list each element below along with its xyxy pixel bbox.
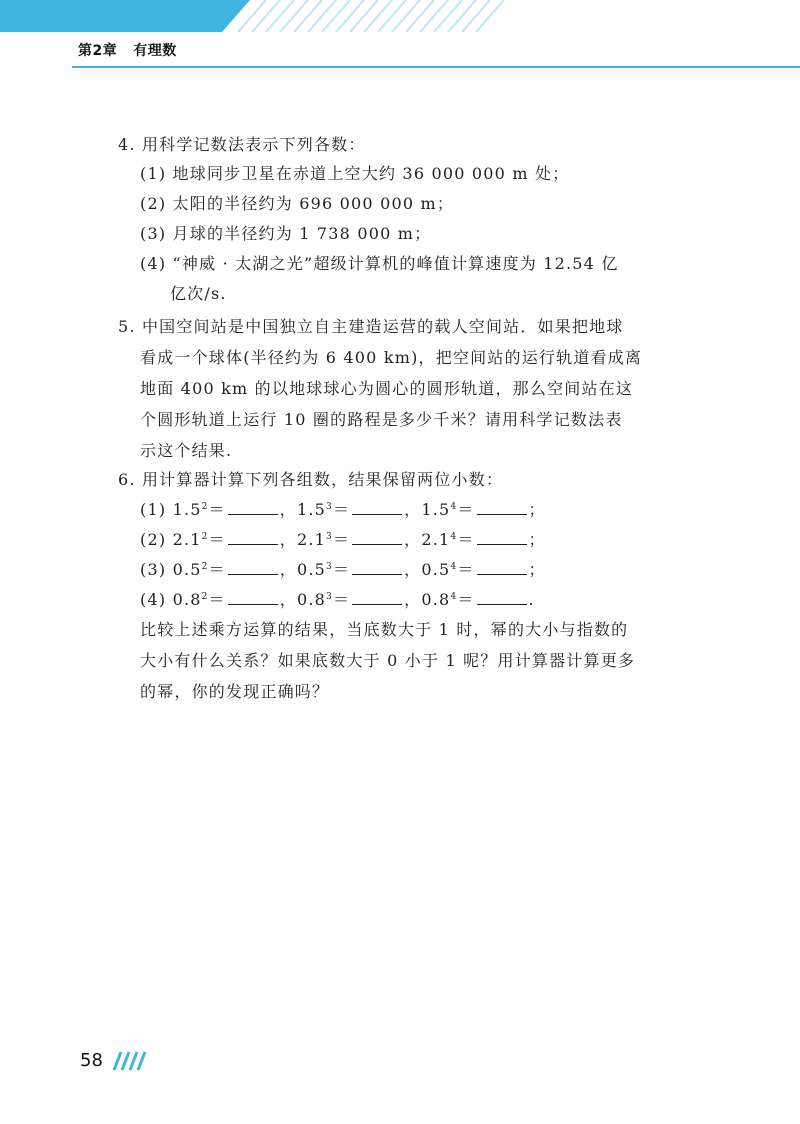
q4-item-1: (1) 地球同步卫星在赤道上空大约 36 000 000 m 处；	[140, 164, 570, 183]
q4-stem: 4. 用科学记数法表示下列各数：	[118, 135, 366, 154]
chapter-number: 第2章	[78, 43, 118, 59]
q6-stem: 6. 用计算器计算下列各组数，结果保留两位小数：	[118, 470, 504, 489]
q4-item-2: (2) 太阳的半径约为 696 000 000 m；	[140, 194, 455, 213]
answer-blank[interactable]	[352, 500, 402, 515]
q6-row-3: (3) $0.5^2=$ ，$0.5^3=$ ，$0.5^4=$ ；	[140, 560, 546, 579]
answer-blank[interactable]	[477, 560, 527, 575]
q6-row-2: (2) $2.1^2=$ ，$2.1^3=$ ，$2.1^4=$ ；	[140, 530, 546, 549]
q6-discussion-2: 大小有什么关系？如果底数大于 0 小于 1 呢？用计算器计算更多	[140, 651, 636, 670]
q4-item-4-cont: 亿次/s.	[170, 284, 227, 303]
answer-blank[interactable]	[228, 560, 278, 575]
q6-discussion-3: 的幂，你的发现正确吗？	[140, 682, 330, 701]
answer-blank[interactable]	[228, 590, 278, 605]
answer-blank[interactable]	[352, 560, 402, 575]
answer-blank[interactable]	[228, 500, 278, 515]
answer-blank[interactable]	[477, 530, 527, 545]
q4-item-4: (4) “神威 · 太湖之光”超级计算机的峰值计算速度为 12.54 亿	[140, 254, 619, 273]
answer-blank[interactable]	[477, 590, 527, 605]
q6-row-4: (4) $0.8^2=$ ，$0.8^3=$ ，$0.8^4=$ .	[140, 590, 535, 609]
page-number: 58	[80, 1050, 103, 1071]
answer-blank[interactable]	[477, 500, 527, 515]
answer-blank[interactable]	[352, 530, 402, 545]
q4-item-3: (3) 月球的半径约为 1 738 000 m；	[140, 224, 432, 243]
q5-line-4: 个圆形轨道上运行 10 圈的路程是多少千米？请用科学记数法表	[140, 410, 623, 429]
q6-discussion-1: 比较上述乘方运算的结果，当底数大于 1 时，幂的大小与指数的	[140, 620, 629, 639]
answer-blank[interactable]	[228, 530, 278, 545]
q5-line-3: 地面 400 km 的以地球球心为圆心的圆形轨道，那么空间站在这	[140, 379, 634, 398]
q5-line-1: 5. 中国空间站是中国独立自主建造运营的载人空间站．如果把地球	[118, 317, 624, 336]
q5-line-5: 示这个结果.	[140, 441, 233, 460]
q5-line-2: 看成一个球体(半径约为 6 400 km)，把空间站的运行轨道看成离	[140, 348, 643, 367]
chapter-name: 有理数	[133, 43, 177, 59]
q6-row-1: (1) $1.5^2=$ ，$1.5^3=$ ，$1.5^4=$ ；	[140, 500, 546, 519]
page-slashes-icon	[112, 1050, 152, 1076]
answer-blank[interactable]	[352, 590, 402, 605]
